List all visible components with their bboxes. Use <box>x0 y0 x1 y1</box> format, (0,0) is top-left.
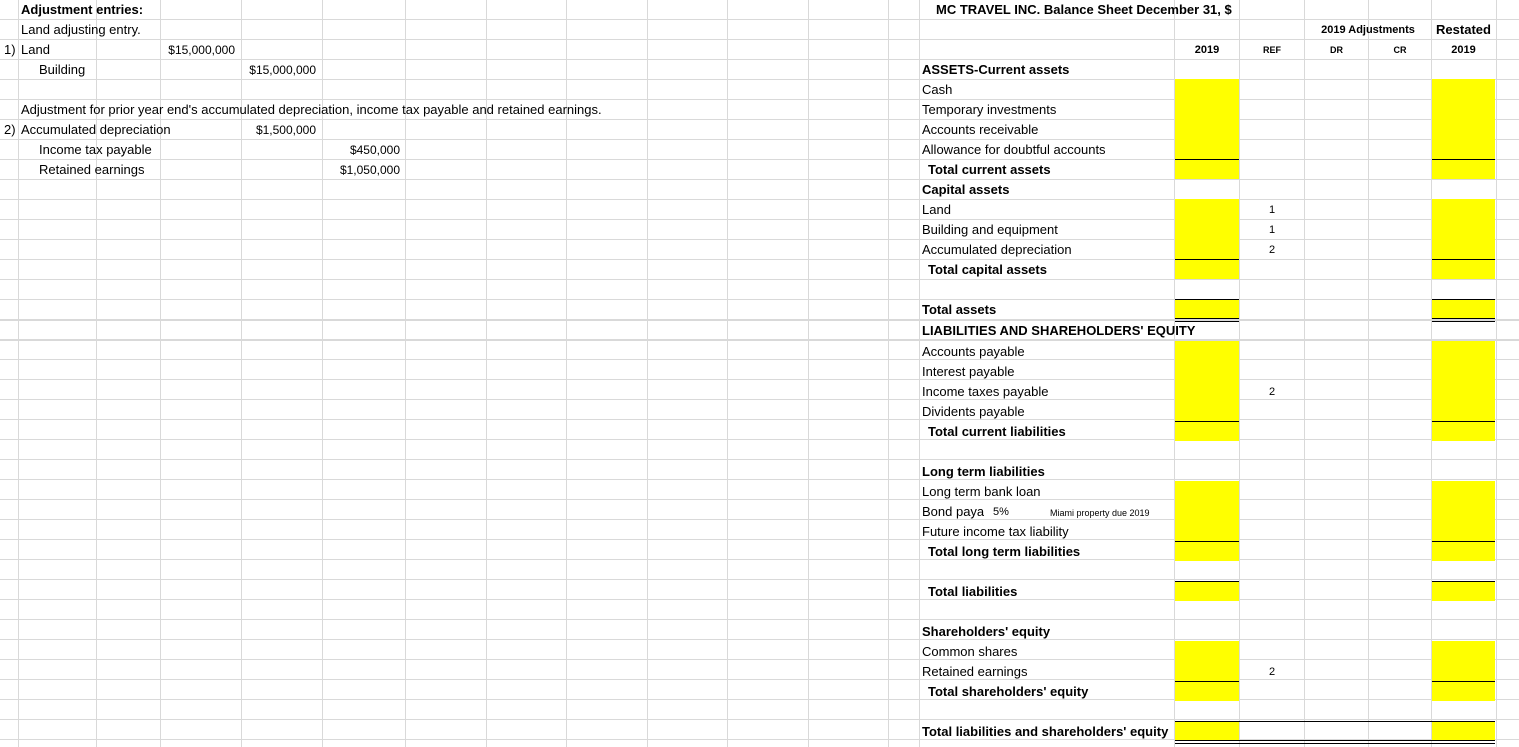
yellow-2019-total-liab-equity[interactable] <box>1175 721 1239 741</box>
equity-heading: Shareholders' equity <box>922 624 1051 639</box>
row-future-income-tax: Future income tax liability <box>922 524 1069 539</box>
overline-restated-total-assets <box>1432 299 1495 300</box>
row-building: Building and equipment <box>922 222 1058 237</box>
balance-sheet-title: MC TRAVEL INC. Balance Sheet December 31, $ <box>936 2 1232 17</box>
row-dividends-payable: Dividents payable <box>922 404 1025 419</box>
underline-restated-capital <box>1432 259 1495 260</box>
header-cr: CR <box>1393 45 1407 55</box>
row-total-long-term: Total long term liabilities <box>928 544 1081 559</box>
row-retained-earnings: Retained earnings <box>922 664 1028 679</box>
entry2-credit1-amount: $450,000 <box>349 143 400 157</box>
prior-year-heading: Adjustment for prior year end's accumulated depreciation, income tax payable and retained earnings. <box>21 102 602 117</box>
underline-2019-capital <box>1175 259 1239 260</box>
row-accumulated-depreciation: Accumulated depreciation <box>922 242 1072 257</box>
long-term-heading: Long term liabilities <box>922 464 1045 479</box>
underline-2019-equity <box>1175 681 1239 682</box>
row-long-term-bank-loan: Long term bank loan <box>922 484 1041 499</box>
header-restated-year: 2019 <box>1451 44 1476 56</box>
row-total-liabilities: Total liabilities <box>928 584 1018 599</box>
entry2-credit2-account: Retained earnings <box>39 162 145 177</box>
yellow-restated-current-assets[interactable] <box>1432 79 1495 179</box>
overline-total-liab-equity <box>1175 721 1495 722</box>
yellow-2019-equity[interactable] <box>1175 641 1239 701</box>
row-land: Land <box>922 202 951 217</box>
row-total-equity: Total shareholders' equity <box>928 684 1089 699</box>
row-bond-note: Miami property due 2019 <box>1050 508 1150 518</box>
yellow-restated-capital-assets[interactable] <box>1432 199 1495 279</box>
row-accounts-receivable: Accounts receivable <box>922 122 1039 137</box>
double-underline-total-liab-equity <box>1175 740 1495 744</box>
yellow-2019-total-liabilities[interactable] <box>1175 581 1239 601</box>
liabilities-heading: LIABILITIES AND SHAREHOLDERS' EQUITY <box>922 323 1196 338</box>
ref-income-taxes-payable: 2 <box>1268 386 1276 398</box>
row-total-capital-assets: Total capital assets <box>928 262 1047 277</box>
row-interest-payable: Interest payable <box>922 364 1015 379</box>
double-underline-restated-total-assets <box>1432 318 1495 322</box>
assets-current-heading: ASSETS-Current assets <box>922 62 1070 77</box>
row-total-current-assets: Total current assets <box>928 162 1051 177</box>
underline-2019-current-liab <box>1175 421 1239 422</box>
yellow-restated-total-liab-equity[interactable] <box>1432 721 1495 741</box>
row-total-current-liabilities: Total current liabilities <box>928 424 1066 439</box>
underline-restated-equity <box>1432 681 1495 682</box>
adjustments-title: Adjustment entries: <box>21 2 144 17</box>
row-temporary-investments: Temporary investments <box>922 102 1057 117</box>
entry2-number: 2) <box>4 122 16 137</box>
entry2-credit2-amount: $1,050,000 <box>339 163 400 177</box>
overline-2019-total-assets <box>1175 299 1239 300</box>
row-allowance: Allowance for doubtful accounts <box>922 142 1106 157</box>
row-accounts-payable: Accounts payable <box>922 344 1025 359</box>
ref-retained-earnings: 2 <box>1268 666 1276 678</box>
entry1-credit-amount: $15,000,000 <box>249 63 316 77</box>
row-income-taxes-payable: Income taxes payable <box>922 384 1049 399</box>
ref-building: 1 <box>1268 224 1276 236</box>
header-restated: Restated <box>1436 22 1491 37</box>
header-ref: REF <box>1263 45 1281 55</box>
yellow-2019-total-assets[interactable] <box>1175 299 1239 319</box>
underline-2019-long-term <box>1175 541 1239 542</box>
overline-restated-total-liab <box>1432 581 1495 582</box>
entry1-debit-amount: $15,000,000 <box>168 43 235 57</box>
yellow-2019-long-term-liabilities[interactable] <box>1175 481 1239 561</box>
underline-restated-long-term <box>1432 541 1495 542</box>
entry2-debit-account: Accumulated depreciation <box>21 122 171 137</box>
capital-assets-heading: Capital assets <box>922 182 1010 197</box>
underline-2019-current <box>1175 159 1239 160</box>
overline-2019-total-liab <box>1175 581 1239 582</box>
yellow-restated-total-liabilities[interactable] <box>1432 581 1495 601</box>
entry1-number: 1) <box>4 42 16 57</box>
entry2-credit1-account: Income tax payable <box>39 142 152 157</box>
header-dr: DR <box>1330 45 1343 55</box>
yellow-2019-capital-assets[interactable] <box>1175 199 1239 279</box>
row-bond-rate: 5% <box>993 506 1009 518</box>
yellow-restated-equity[interactable] <box>1432 641 1495 701</box>
entry2-debit-amount: $1,500,000 <box>255 123 316 137</box>
yellow-restated-current-liabilities[interactable] <box>1432 341 1495 441</box>
underline-restated-current <box>1432 159 1495 160</box>
ref-land: 1 <box>1268 204 1276 216</box>
row-bond-payable: Bond paya <box>922 504 984 519</box>
entry1-credit-account: Building <box>39 62 86 77</box>
row-total-assets: Total assets <box>922 302 997 317</box>
yellow-2019-current-liabilities[interactable] <box>1175 341 1239 441</box>
yellow-restated-total-assets[interactable] <box>1432 299 1495 319</box>
yellow-restated-long-term-liabilities[interactable] <box>1432 481 1495 561</box>
entry1-debit-account: Land <box>21 42 50 57</box>
row-common-shares: Common shares <box>922 644 1018 659</box>
land-adjusting-heading: Land adjusting entry. <box>21 22 141 37</box>
row-cash: Cash <box>922 82 953 97</box>
ref-accumulated-depreciation: 2 <box>1268 244 1276 256</box>
header-adjustments: 2019 Adjustments <box>1321 24 1415 36</box>
row-total-liab-equity: Total liabilities and shareholders' equity <box>922 724 1169 739</box>
underline-restated-current-liab <box>1432 421 1495 422</box>
yellow-2019-current-assets[interactable] <box>1175 79 1239 179</box>
header-year: 2019 <box>1194 44 1220 56</box>
